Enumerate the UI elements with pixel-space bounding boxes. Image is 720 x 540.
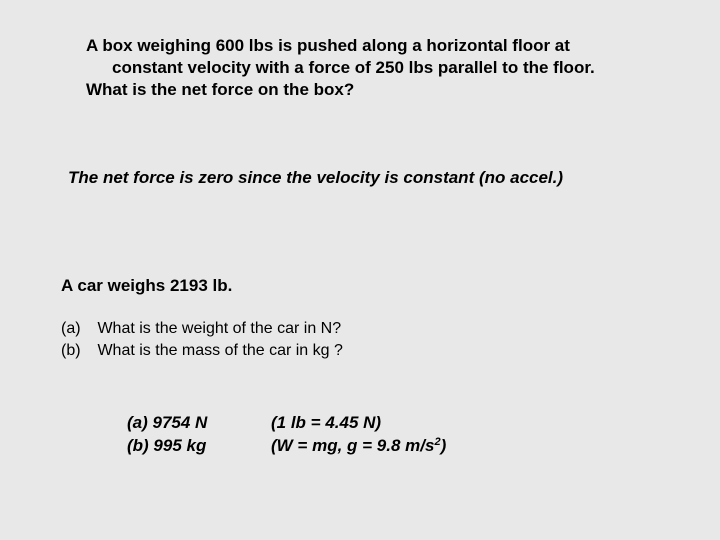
answers-2 <box>127 411 207 457</box>
formula-suffix: ) <box>440 436 447 455</box>
question-1-line-2: constant velocity with a force of 250 lbs parallel to the floor. <box>112 58 595 77</box>
question-2-parts <box>61 318 343 362</box>
part-a-tag: (a) <box>61 320 81 337</box>
formula-prefix: (W = mg, g = 9.8 m/s <box>271 436 435 455</box>
formula-note <box>271 434 446 457</box>
question-1-line-3: What is the net force on the box? <box>86 80 355 99</box>
question-2-part-a <box>61 318 343 340</box>
formula-exponent: 2 <box>434 436 441 448</box>
notes <box>271 411 446 457</box>
question-2-title: A car weighs 2193 lb. <box>61 276 233 295</box>
answer-2a: (a) 9754 N <box>127 413 208 432</box>
part-b-tag: (b) <box>61 342 81 359</box>
answer-2b: (b) 995 kg <box>127 436 207 455</box>
conversion-note: (1 lb = 4.45 N) <box>271 413 382 432</box>
part-a-text: What is the weight of the car in N? <box>97 320 342 337</box>
answer-1: The net force is zero since the velocity is constant (no accel.) <box>68 168 564 187</box>
question-1 <box>86 35 686 101</box>
part-b-text: What is the mass of the car in kg ? <box>97 342 343 359</box>
question-1-line-1: A box weighing 600 lbs is pushed along a horizontal floor at <box>86 36 570 55</box>
question-2-part-b <box>61 340 343 362</box>
